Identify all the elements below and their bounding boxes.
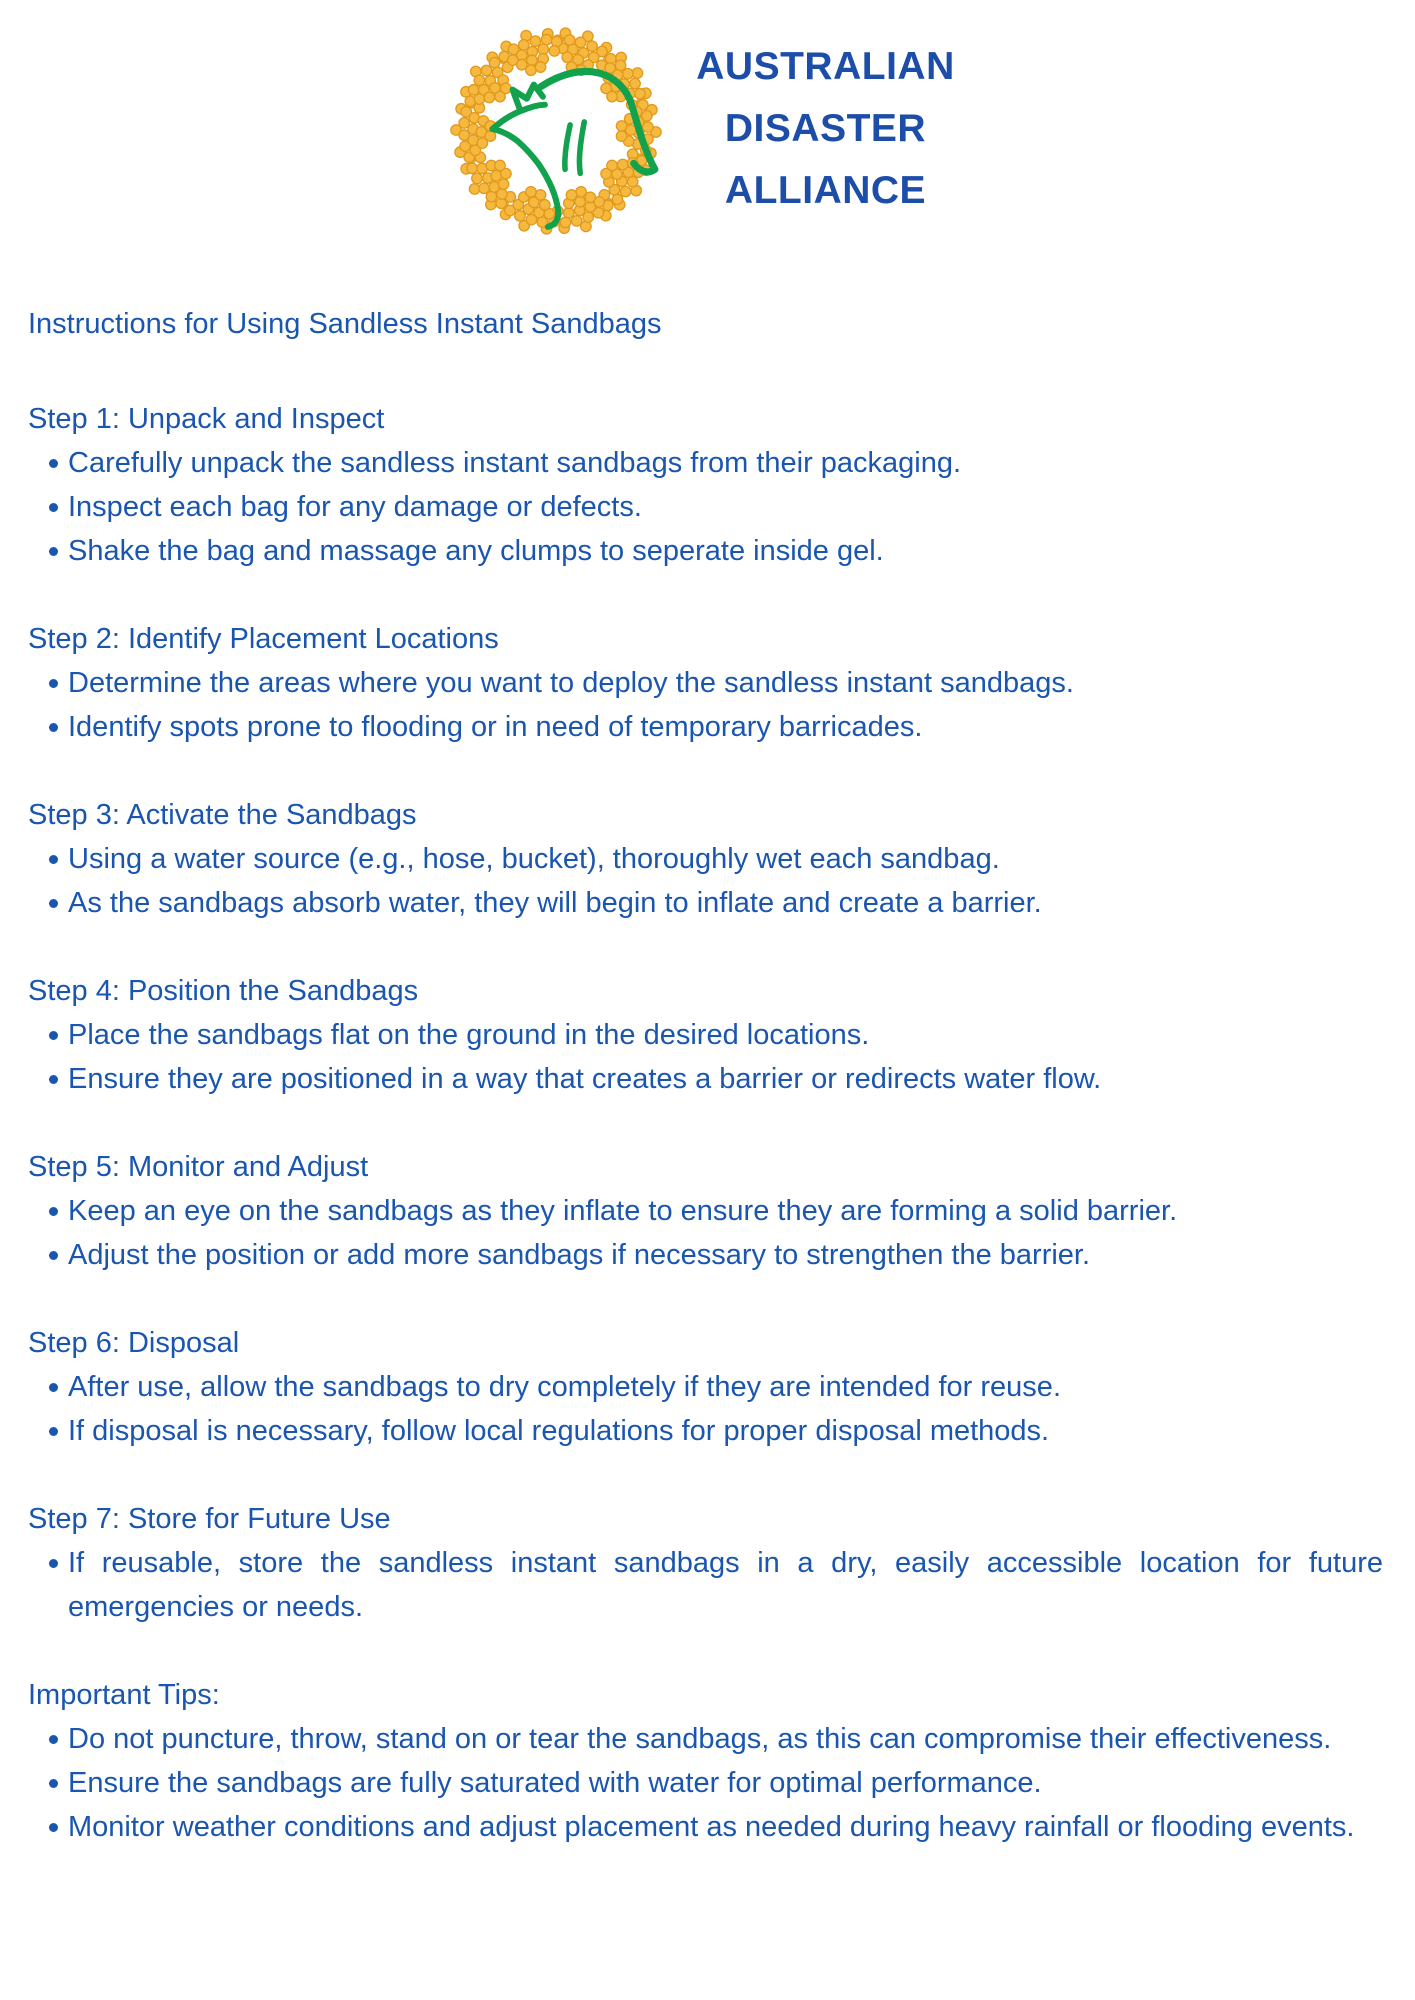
organisation-logo [0,0,1415,240]
section-step-4 [28,969,1383,1101]
bullet-item: Do not puncture, throw, stand on or tear the sandbags, as this can compromise their effectiveness. [28,1717,1383,1761]
section-step-1 [28,397,1383,573]
bullet-list [28,1541,1383,1629]
bullet-list [28,661,1383,749]
bullet-list [28,1717,1383,1849]
section-heading: Step 7: Store for Future Use [28,1503,391,1535]
bullet-item: Ensure the sandbags are fully saturated with water for optimal performance. [28,1761,1383,1805]
document-body [0,302,1415,1849]
bullet-item: Monitor weather conditions and adjust placement as needed during heavy rainfall or flooding events. [28,1805,1383,1849]
bullet-item: Keep an eye on the sandbags as they inflate to ensure they are forming a solid barrier. [28,1189,1383,1233]
bullet-item: Shake the bag and massage any clumps to seperate inside gel. [28,529,1383,573]
section-heading: Important Tips: [28,1679,220,1711]
section-heading: Step 5: Monitor and Adjust [28,1151,369,1183]
section-heading: Step 4: Position the Sandbags [28,975,419,1007]
bullet-list [28,1013,1383,1101]
section-heading: Step 1: Unpack and Inspect [28,403,385,435]
section-step-6 [28,1321,1383,1453]
bullet-item: Determine the areas where you want to deploy the sandless instant sandbags. [28,661,1383,705]
bullet-list [28,837,1383,925]
section-step-5 [28,1145,1383,1277]
section-heading: Step 3: Activate the Sandbags [28,799,417,831]
bullet-item: Carefully unpack the sandless instant sandbags from their packaging. [28,441,1383,485]
bullet-item: If reusable, store the sandless instant sandbags in a dry, easily accessible location for future emergencies or needs. [28,1541,1383,1629]
organisation-name [681,36,971,222]
section-step-7 [28,1497,1383,1629]
bullet-item: Inspect each bag for any damage or defects. [28,485,1383,529]
section-important-tips [28,1673,1383,1849]
bullet-list [28,1189,1383,1277]
bullet-item: Place the sandbags flat on the ground in the desired locations. [28,1013,1383,1057]
bullet-item: After use, allow the sandbags to dry completely if they are intended for reuse. [28,1365,1383,1409]
section-heading: Step 2: Identify Placement Locations [28,623,499,655]
bullet-item: Adjust the position or add more sandbags if necessary to strengthen the barrier. [28,1233,1383,1277]
bullet-item: If disposal is necessary, follow local regulations for proper disposal methods. [28,1409,1383,1453]
organisation-name-line: ALLIANCE [724,169,927,212]
bullet-list [28,441,1383,573]
organisation-name-line: AUSTRALIAN [696,45,955,88]
document-title: Instructions for Using Sandless Instant Sandbags [28,308,662,340]
section-step-2 [28,617,1383,749]
bullet-item: Identify spots prone to flooding or in need of temporary barricades. [28,705,1383,749]
organisation-name-line: DISASTER [724,107,927,150]
section-step-3 [28,793,1383,925]
wattle-kangaroo-emblem-icon [445,18,667,240]
bullet-item: As the sandbags absorb water, they will begin to inflate and create a barrier. [28,881,1383,925]
bullet-list [28,1365,1383,1453]
bullet-item: Using a water source (e.g., hose, bucket), thoroughly wet each sandbag. [28,837,1383,881]
bullet-item: Ensure they are positioned in a way that creates a barrier or redirects water flow. [28,1057,1383,1101]
section-heading: Step 6: Disposal [28,1327,240,1359]
